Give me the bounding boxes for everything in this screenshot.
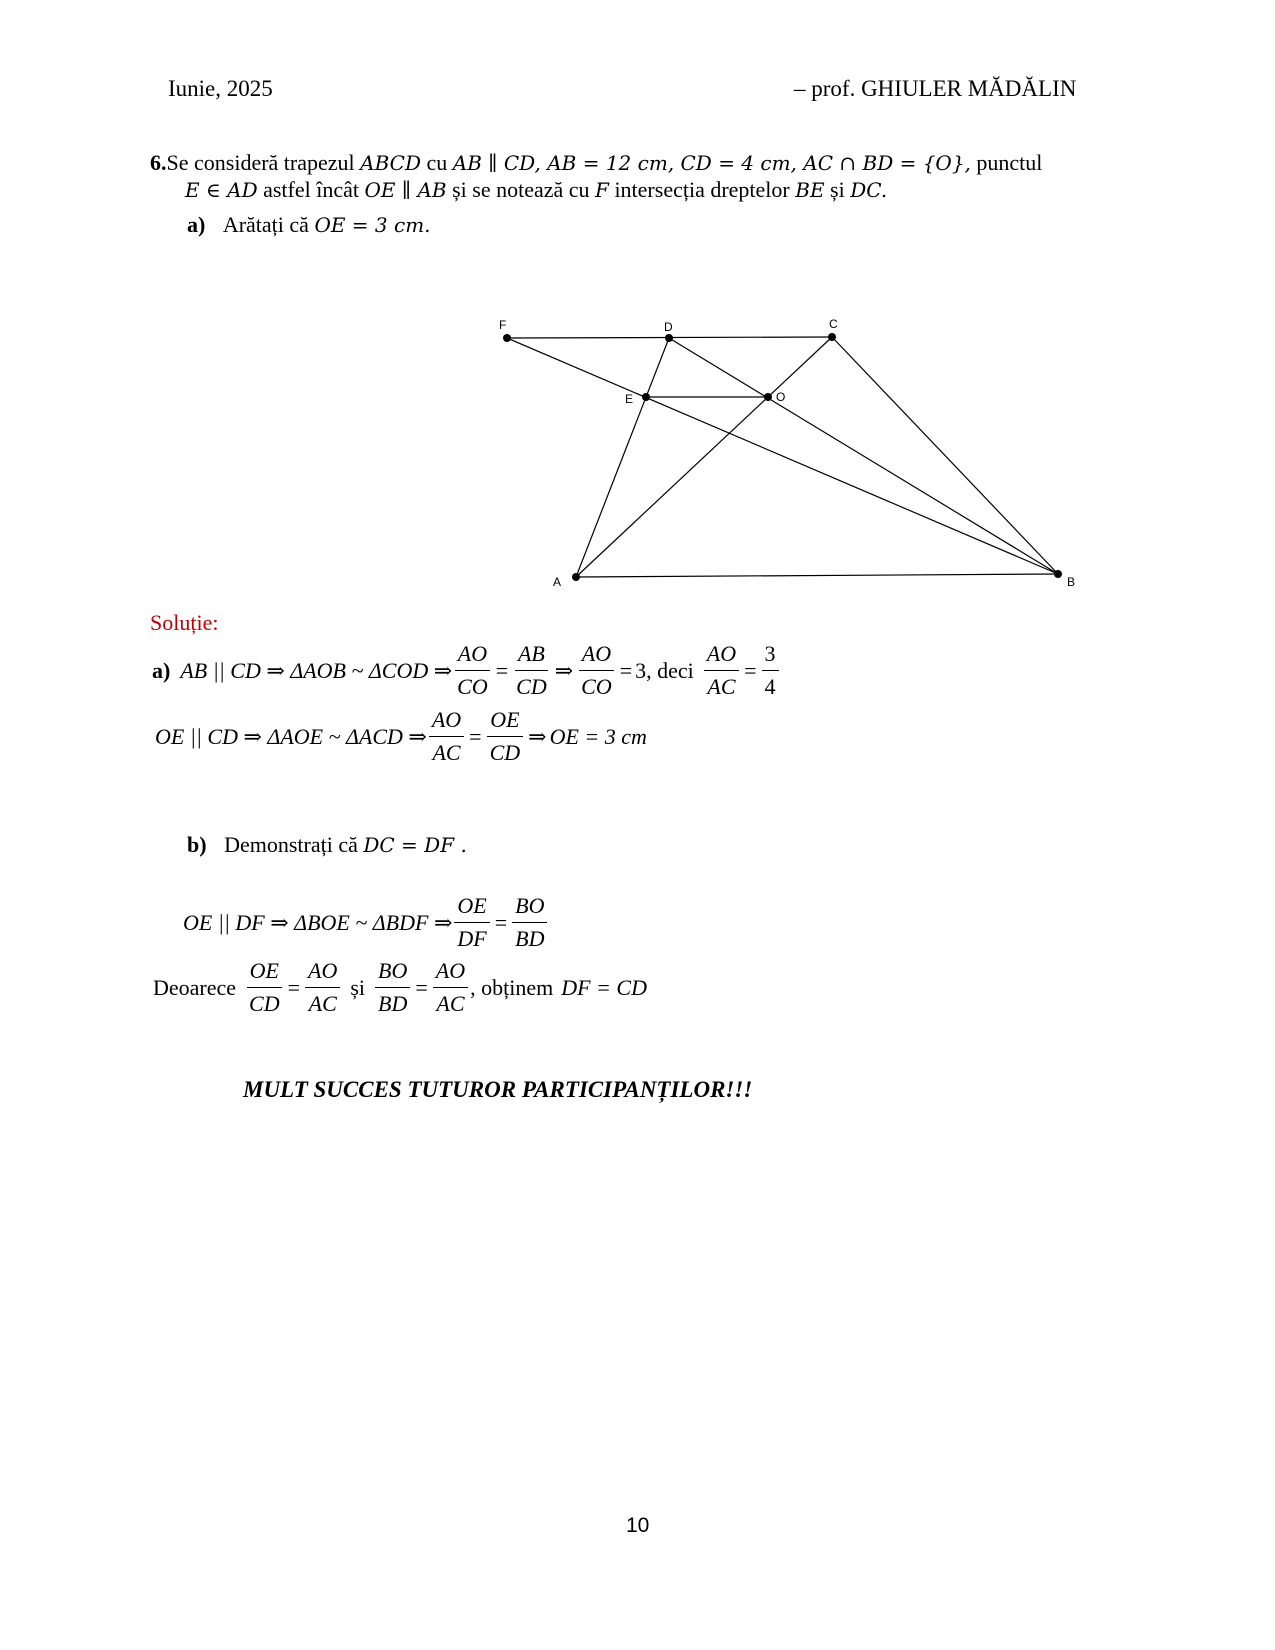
- problem-intro: Se consideră trapezul: [166, 150, 355, 175]
- closing-message: MULT SUCCES TUTUROR PARTICIPANȚILOR!!!: [243, 1077, 753, 1102]
- word-intersectia: intersecția dreptelor: [614, 177, 790, 202]
- sol-b1-statement: OE || DF ⇒ ΔBOE ~ ΔBDF ⇒: [183, 909, 453, 935]
- point-c: [828, 333, 836, 341]
- frac-ao-ac-4: $\frac{AO}{AC}$: [433, 957, 468, 1018]
- label-b: B: [1067, 575, 1076, 589]
- line-fb: [507, 338, 1058, 574]
- frac-ao-ac-3: $\frac{AO}{AC}$: [305, 957, 340, 1018]
- sol-a2-result: OE = 3 cm: [549, 723, 647, 749]
- solution-b-line-1: OE || DF ⇒ ΔBOE ~ ΔBDF ⇒ $\frac{OE}{DF}$ = $\frac{BO}{BD}$: [183, 892, 549, 953]
- word-astfel: astfel încât: [263, 177, 360, 202]
- frac-ao-co-2: $\frac{AO}{CO}$: [578, 640, 615, 701]
- sol-a1-statement: AB || CD ⇒ ΔAOB ~ ΔCOD ⇒: [180, 657, 453, 683]
- point-d: [665, 334, 673, 342]
- frac-ao-co: $\frac{AO}{CO}$: [454, 640, 491, 701]
- solution-a-line-1: a) AB || CD ⇒ ΔAOB ~ ΔCOD ⇒ $\frac{AO}{CO}$ = $\frac{AB}{CD}$ ⇒ $\frac{AO}{CO}$ = 3 , deci $\frac{AO}{AC}$ = $\frac{3}{4}$: [152, 640, 781, 701]
- label-c: C: [829, 317, 838, 331]
- point-f: [503, 334, 511, 342]
- point-o: [764, 393, 772, 401]
- point-e: [642, 393, 650, 401]
- math-be: BE: [795, 178, 825, 202]
- label-a: A: [553, 575, 562, 589]
- word-cu: cu: [426, 150, 448, 175]
- frac-oe-df: $\frac{OE}{DF}$: [454, 892, 489, 953]
- math-dc: DC.: [850, 178, 888, 202]
- frac-bo-bd: $\frac{BO}{BD}$: [512, 892, 547, 953]
- header-author: – prof. GHIULER MĂDĂLIN: [794, 76, 1077, 101]
- word-deoarece: Deoarece: [153, 974, 237, 1000]
- math-f: F: [595, 178, 609, 202]
- frac-oe-cd: $\frac{OE}{CD}$: [487, 706, 524, 767]
- frac-3-4: $\frac{3}{4}$: [762, 640, 779, 701]
- label-e: E: [625, 392, 634, 406]
- sol-a2-statement: OE || CD ⇒ ΔAOE ~ ΔACD ⇒: [155, 723, 427, 749]
- word-se-noteaza: și se notează cu: [452, 177, 590, 202]
- line-ca: [576, 337, 832, 577]
- line-db: [669, 338, 1058, 574]
- math-oe-parallel-ab: OE ∥ AB: [364, 178, 447, 202]
- sol-b2-result: DF = CD: [561, 974, 647, 1000]
- part-a-text: Arătați că: [222, 212, 309, 237]
- header-date: Iunie, 2025: [168, 76, 273, 101]
- part-b-question: [187, 832, 467, 858]
- part-b-math: DC = DF .: [363, 833, 467, 857]
- line-ab: [576, 574, 1058, 577]
- label-o: O: [776, 390, 786, 404]
- math-conditions: AB ∥ CD, AB = 12 cm, CD = 4 cm, AC ∩ BD = {O},: [452, 151, 971, 175]
- frac-ab-cd: $\frac{AB}{CD}$: [516, 641, 547, 699]
- word-si: și: [830, 177, 845, 202]
- point-b: [1054, 570, 1062, 578]
- frac-ao-ac-2: $\frac{AO}{AC}$: [429, 706, 464, 767]
- solution-b-line-2: Deoarece $\frac{OE}{CD}$ = $\frac{AO}{AC}$ și $\frac{BO}{BD}$ = $\frac{AO}{AC}$ , obținem DF = CD: [153, 958, 647, 1016]
- solution-title: Soluție:: [150, 610, 219, 635]
- part-a-label: a): [187, 212, 206, 237]
- label-f: F: [499, 318, 507, 332]
- frac-oe-cd-2: $\frac{OE}{CD}$: [246, 957, 283, 1018]
- part-b-text: Demonstrați că: [224, 832, 358, 857]
- label-d: D: [664, 320, 673, 334]
- part-b-label: b): [187, 832, 207, 857]
- part-a-math: OE = 3 cm.: [314, 213, 431, 237]
- solution-a-line-2: OE || CD ⇒ ΔAOE ~ ΔACD ⇒ $\frac{AO}{AC}$ = $\frac{OE}{CD}$ ⇒ OE = 3 cm: [155, 707, 647, 765]
- word-punctul: punctul: [976, 150, 1043, 175]
- math-abcd: ABCD: [360, 151, 421, 175]
- word-deci: , deci: [646, 657, 694, 683]
- word-si: și: [350, 974, 366, 1000]
- point-a: [572, 573, 580, 581]
- page-number: 10: [626, 1514, 650, 1537]
- math-e-in-ad: E ∈ AD: [185, 178, 258, 202]
- frac-bo-bd-2: $\frac{BO}{BD}$: [375, 957, 410, 1018]
- frac-ao-ac: $\frac{AO}{AC}$: [704, 640, 739, 701]
- problem-number: 6.: [150, 150, 167, 175]
- solution-a-label: a): [152, 657, 171, 683]
- word-obtinem: , obținem: [470, 974, 554, 1000]
- line-cb: [832, 337, 1058, 574]
